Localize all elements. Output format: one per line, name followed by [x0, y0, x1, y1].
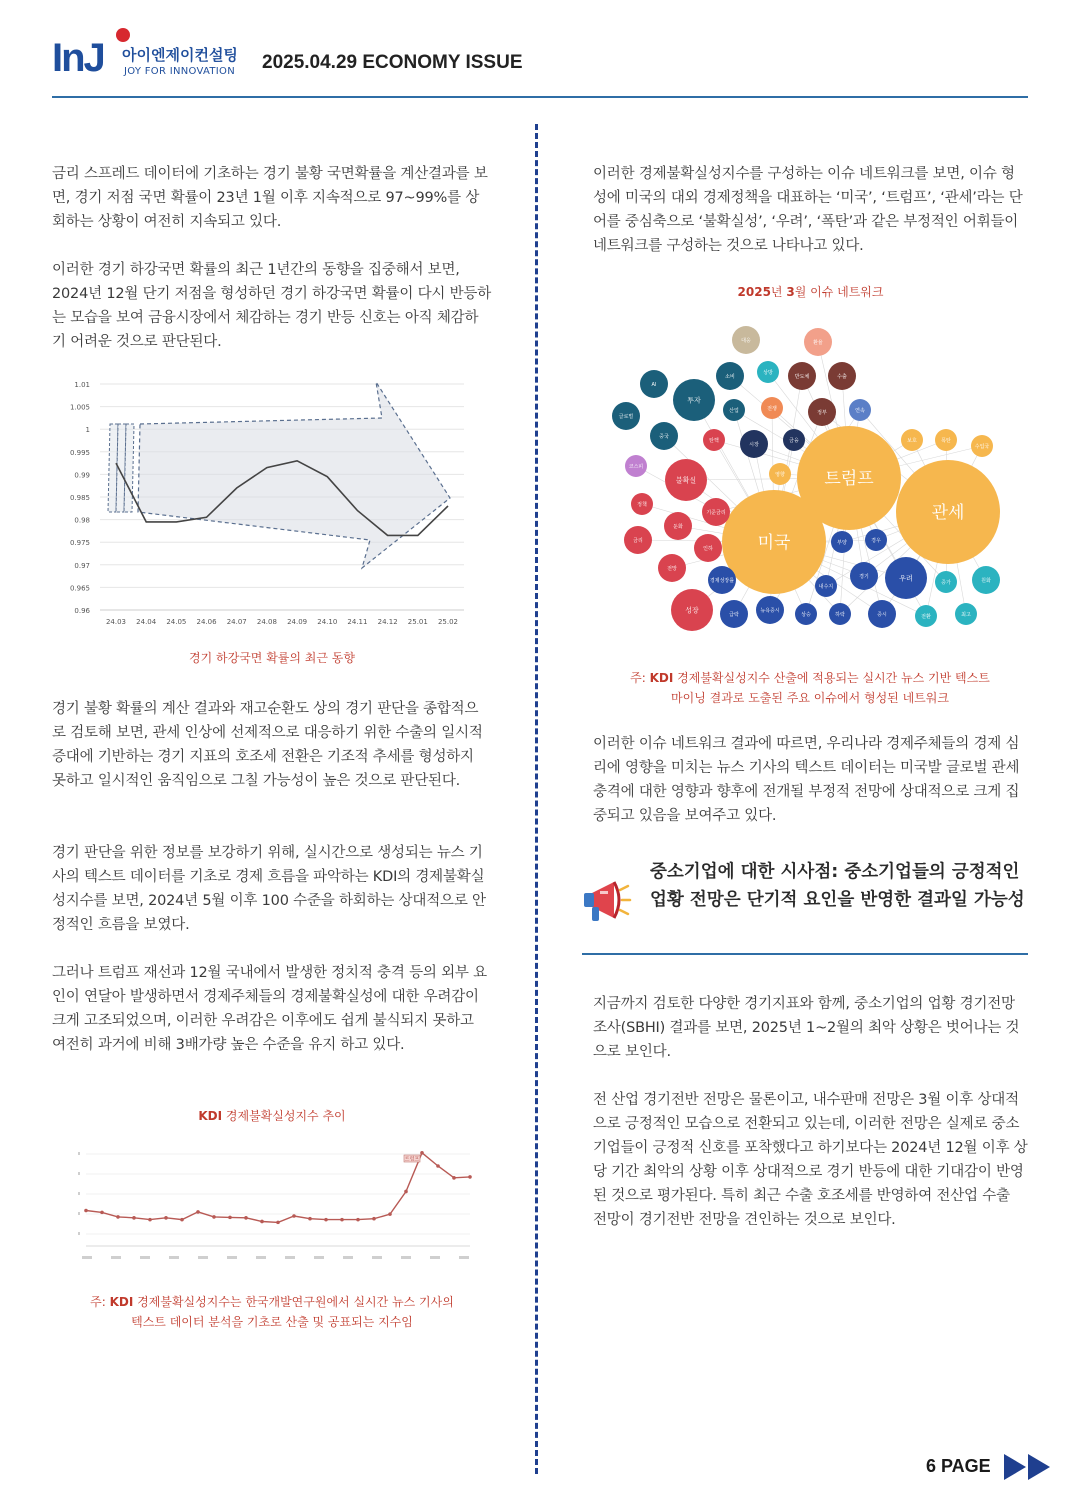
- page-number: 6 PAGE: [926, 1456, 991, 1476]
- chart2-x-tick: [343, 1256, 353, 1259]
- network-node-label: 인하: [703, 545, 713, 552]
- issue-title: 2025.04.29 ECONOMY ISSUE: [262, 52, 523, 73]
- page-header: [52, 26, 1028, 98]
- chart2-point: [308, 1217, 312, 1221]
- network-node-label: 영향: [775, 471, 785, 478]
- chart1-y-tick: 1: [85, 426, 90, 435]
- chart2-y-tick: [78, 1172, 80, 1175]
- chart2-point: [100, 1211, 104, 1215]
- network-node-label: 금융: [789, 437, 799, 444]
- header-rule: [52, 96, 1028, 98]
- network-node-label: 뉴욕증시: [760, 607, 780, 614]
- network-node-label: 산업: [729, 407, 739, 414]
- chart2-point: [180, 1218, 184, 1222]
- chart1-y-tick: 0.98: [74, 516, 90, 525]
- network-node-label: 트럼프: [824, 468, 874, 489]
- chart2-x-tick: [111, 1256, 121, 1259]
- network-node-label: 경우: [871, 537, 881, 544]
- section-title: 중소기업에 대한 시사점: 중소기업들의 긍정적인 업황 전망은 단기적 요인을 반영한 결과일 가능성: [650, 862, 1025, 910]
- chart2-annotation: 트럼프: [404, 1156, 420, 1163]
- logo-korean-name: 아이엔제이컨설팅: [122, 46, 238, 64]
- next-arrows-icon: [1002, 1452, 1054, 1486]
- chart2-point: [116, 1215, 120, 1219]
- chart2-y-tick: [78, 1212, 80, 1215]
- network-note-rest: 경제불확실성지수 산출에 적용되는 실시간 뉴스 기반 텍스트: [673, 671, 990, 685]
- network-node-label: 환율: [813, 339, 823, 346]
- network-node-label: 반도체: [794, 373, 810, 380]
- network-node-label: 원화: [981, 577, 991, 584]
- chart2-note-line1: [32, 1292, 512, 1312]
- chart2-note-bold: KDI: [109, 1295, 134, 1309]
- network-node-label: 금리: [633, 537, 643, 544]
- network-node-label: 연속: [855, 407, 865, 414]
- chart2-point: [164, 1216, 168, 1220]
- chart2-point: [148, 1218, 152, 1222]
- chart2-x-tick: [140, 1256, 150, 1259]
- chart1-y-tick: 0.985: [69, 494, 90, 502]
- chart2-x-tick: [314, 1256, 324, 1259]
- chart2-point: [244, 1216, 248, 1220]
- chart1-x-tick: 24.12: [377, 618, 398, 626]
- chart2-x-tick: [285, 1256, 295, 1259]
- chart2-point: [420, 1151, 424, 1155]
- network-node-label: 전망: [667, 565, 677, 572]
- chart2-title: [52, 1106, 492, 1126]
- chart2-x-tick: [227, 1256, 237, 1259]
- chart2-x-tick: [401, 1256, 411, 1259]
- chart1-x-tick: 24.06: [196, 618, 217, 626]
- chart2-point: [404, 1190, 408, 1194]
- network-node-label: 증시: [877, 611, 887, 618]
- network-node-label: 경기: [859, 573, 869, 580]
- chart1-x-tick: 24.10: [317, 618, 338, 626]
- chart1-y-tick: 1.01: [74, 381, 90, 389]
- left-paragraph-5: 그러나 트럼프 재선과 12월 국내에서 발생한 정치적 충격 등의 외부 요인이 연달아 발생하면서 경제주체들의 경제불확실성에 대한 우려감이 크게 고조되었으며, 이러한 우려감은 이후에도 쉽게 불식되지 못하고 여전히 과거에 비해 3배가량 높은 수준을 유지 하고 있다.: [52, 965, 487, 1053]
- left-paragraph-3: 경기 불황 확률의 계산 결과와 재고순환도 상의 경기 판단을 종합적으로 검토해 보면, 관세 인상에 선제적으로 대응하기 위한 수출의 일시적 증대에 기반하는 경기 지표의 호조세 전환은 기조적 추세를 형성하지 못하고 일시적인 움직임으로 그칠 가능성이 높은 것으로 판단된다.: [52, 701, 483, 789]
- chart1-x-tick: 24.09: [287, 618, 308, 626]
- chart2-series-line: [86, 1153, 470, 1223]
- chart2-x-tick: [82, 1256, 92, 1259]
- chart1-x-tick: 24.03: [105, 618, 127, 626]
- left-paragraph-1: 금리 스프레드 데이터에 기초하는 경기 불황 국면확률을 계산결과를 보면, 경기 저점 국면 확률이 23년 1월 이후 지속적으로 97~99%를 상회하는 상황이 여전히 지속되고 있다.: [52, 166, 488, 230]
- left-paragraph-4: 경기 판단을 위한 정보를 보강하기 위해, 실시간으로 생성되는 뉴스 기사의 텍스트 데이터를 기초로 경제 흐름을 파악하는 KDI의 경제불확실성지수를 보면, 2024년 5월 이후 100 수준을 하회하는 상대적으로 안정적인 흐름을 보였다.: [52, 845, 486, 933]
- network-title-mid: 년: [770, 285, 787, 299]
- network-node-label: 탄핵: [709, 437, 719, 444]
- right-paragraph-1: 이러한 경제불확실성지수를 구성하는 이슈 네트워크를 보면, 이슈 형성에 미국의 대외 경제정책을 대표하는 ‘미국’, ‘트럼프’, ‘관세’라는 단어를 중심축으로 ‘불확실성’, ‘우려’, ‘폭탄’과 같은 부정적인 어휘들이 네트워크를 구성하는 것으로 나타나고 있다.: [593, 166, 1023, 254]
- chart2-note: [32, 1292, 512, 1332]
- network-note-line1: [580, 668, 1040, 688]
- chart2-point: [292, 1214, 296, 1218]
- right-paragraph-4: 전 산업 경기전반 전망은 물론이고, 내수판매 전망은 3월 이후 상대적으로 긍정적인 모습으로 전환되고 있는데, 이러한 전망은 실제로 중소기업들이 긍정적 신호를 포착했다고 하기보다는 2024년 12월 이후 상당 기간 최악의 상황 이후 상대적으로 경기 반등에 대한 기대감이 반영된 것으로 평가된다. 특히 최근 수출 호조세를 반영하여 전산업 수출 전망이 경기전반 전망을 견인하는 것으로 보인다.: [593, 1092, 1028, 1228]
- chart2-x-tick: [198, 1256, 208, 1259]
- column-divider: [535, 124, 538, 1474]
- chart1-caption: 경기 하강국면 확률의 최근 동향: [189, 651, 355, 665]
- chart2-point: [132, 1216, 136, 1220]
- right-paragraph-2: 이러한 이슈 네트워크 결과에 따르면, 우리나라 경제주체들의 경제 심리에 영향을 미치는 뉴스 기사의 텍스트 데이터는 미국발 글로벌 관세 충격에 대한 영향과 향후에 전개될 부정적 전망에 상대적으로 크게 집중되고 있음을 보여주고 있다.: [593, 736, 1020, 824]
- network-node-label: 상승: [801, 611, 811, 618]
- chart1-y-tick: 0.965: [69, 584, 90, 593]
- network-node-label: 코스피: [628, 463, 644, 470]
- logo-dot: [116, 28, 130, 42]
- network-node-label: AI: [651, 381, 657, 388]
- chart1-x-tick: 24.05: [166, 618, 187, 626]
- chart2-point: [452, 1176, 456, 1180]
- network-node-label: 글로벌: [618, 413, 634, 420]
- chart2-title-rest: 경제불확실성지수 추이: [222, 1109, 346, 1123]
- network-node-label: 대응: [741, 337, 751, 344]
- network-title: [593, 282, 1028, 302]
- chart2-x-tick: [256, 1256, 266, 1259]
- network-note-bold: KDI: [649, 671, 674, 685]
- chart2-point: [212, 1215, 216, 1219]
- chart2-point: [388, 1212, 392, 1216]
- network-note-prefix: 주:: [630, 671, 650, 685]
- chart1-x-tick: 24.04: [136, 618, 157, 626]
- chart2-point: [340, 1218, 344, 1222]
- network-node-label: 하락: [835, 611, 845, 618]
- network-node-label: 전환: [921, 613, 931, 620]
- network-title-year: 2025: [737, 285, 771, 299]
- network-node-label: 불확실: [675, 476, 697, 485]
- network-node-label: 수입국: [974, 443, 990, 450]
- network-node-label: 증가: [941, 579, 951, 586]
- chart1-x-tick: 24.07: [226, 618, 247, 626]
- chart1-x-tick: 25.01: [407, 618, 428, 626]
- chart2-x-tick: [169, 1256, 179, 1259]
- chart2-y-tick: [78, 1192, 80, 1195]
- network-node-label: 중국: [659, 433, 669, 440]
- network-node-label: 상방: [763, 369, 773, 376]
- chart2-point: [356, 1218, 360, 1222]
- chart2-point: [436, 1164, 440, 1168]
- network-node-label: 정책: [637, 501, 647, 508]
- right-paragraph-3: 지금까지 검토한 다양한 경기지표와 함께, 중소기업의 업황 경기전망 조사(SBHI) 결과를 보면, 2025년 1~2월의 최악 상황은 벗어나는 것으로 보인다.: [593, 996, 1020, 1060]
- network-node-label: 기준금리: [706, 509, 726, 516]
- chart1-y-tick: 0.96: [74, 607, 90, 615]
- chart2-note-prefix: 주:: [90, 1295, 110, 1309]
- chart1-y-tick: 0.975: [69, 539, 90, 548]
- section-rule: [582, 953, 1028, 955]
- megaphone-icon: [580, 872, 632, 934]
- chart2-point: [228, 1216, 232, 1220]
- chart1-y-tick: 0.99: [74, 471, 90, 480]
- chart1-y-tick: 0.995: [69, 448, 90, 457]
- network-title-month: 3: [786, 285, 795, 299]
- chart1-y-tick: 1.005: [69, 403, 90, 412]
- chart2-point: [324, 1218, 328, 1222]
- network-node-label: 둔화: [673, 523, 683, 530]
- chart2-note-line2: 텍스트 데이터 분석을 기초로 산출 및 공표되는 지수임: [131, 1315, 413, 1329]
- network-node-label: 보호: [907, 437, 917, 444]
- network-node-label: 소비: [725, 373, 735, 380]
- chart2-point: [196, 1210, 200, 1214]
- network-node-label: 급락: [729, 611, 739, 618]
- chart2-point: [372, 1217, 376, 1221]
- network-node-label: 우려: [899, 574, 913, 583]
- network-node-label: 성장: [685, 606, 699, 615]
- logo-tagline: JOY FOR INNOVATION: [124, 66, 235, 77]
- network-node-label: 최고: [961, 611, 971, 618]
- left-paragraph-2: 이러한 경기 하강국면 확률의 최근 1년간의 동향을 집중해서 보면, 2024년 12월 단기 저점을 형성하던 경기 하강국면 확률이 다시 반등하는 모습을 보여 금융시장에서 체감하는 경기 반등 신호는 아직 체감하기 어려운 것으로 판단된다.: [52, 262, 492, 350]
- network-node-label: 미국: [757, 532, 791, 553]
- chart2-title-bold: KDI: [198, 1109, 223, 1123]
- chart1-x-tick: 24.11: [347, 618, 368, 626]
- chart2-x-tick: [459, 1256, 469, 1259]
- network-node-label: 경제성장률: [709, 577, 735, 584]
- network-node-label: 부양: [837, 539, 847, 546]
- network-note: [580, 668, 1040, 708]
- chart1-x-tick: 25.02: [437, 618, 459, 626]
- chart2-note-rest: 경제불확실성지수는 한국개발연구원에서 실시간 뉴스 기사의: [133, 1295, 454, 1309]
- network-node-label: 시장: [749, 441, 759, 448]
- network-node-label: 정부: [817, 409, 827, 416]
- network-note-line2: 마이닝 결과로 도출된 주요 이슈에서 형성된 네트워크: [671, 691, 949, 705]
- chart2-point: [468, 1175, 472, 1179]
- network-node-label: 투자: [687, 396, 701, 405]
- network-node-label: 관세: [931, 502, 965, 523]
- network-title-rest: 월 이슈 네트워크: [794, 285, 884, 299]
- network-node-label: 수출: [837, 373, 847, 380]
- chart2-x-tick: [372, 1256, 382, 1259]
- chart2-point: [260, 1220, 264, 1224]
- chart2-point: [84, 1209, 88, 1213]
- chart2-y-tick: [78, 1232, 80, 1235]
- chart2-point: [276, 1221, 280, 1225]
- logo-letters: InJ: [52, 36, 104, 80]
- network-node-label: 폭탄: [941, 437, 951, 444]
- uncertainty-index-chart: [78, 1140, 478, 1266]
- recession-probability-chart: [66, 372, 476, 634]
- issue-network-chart: [606, 320, 1016, 640]
- network-node-label: 내수지: [818, 583, 834, 590]
- chart2-x-tick: [430, 1256, 440, 1259]
- company-logo: [52, 26, 252, 82]
- chart1-x-tick: 24.08: [256, 618, 277, 626]
- chart1-y-tick: 0.97: [74, 561, 90, 570]
- chart2-y-tick: [78, 1152, 80, 1155]
- network-node-label: 전쟁: [767, 405, 777, 412]
